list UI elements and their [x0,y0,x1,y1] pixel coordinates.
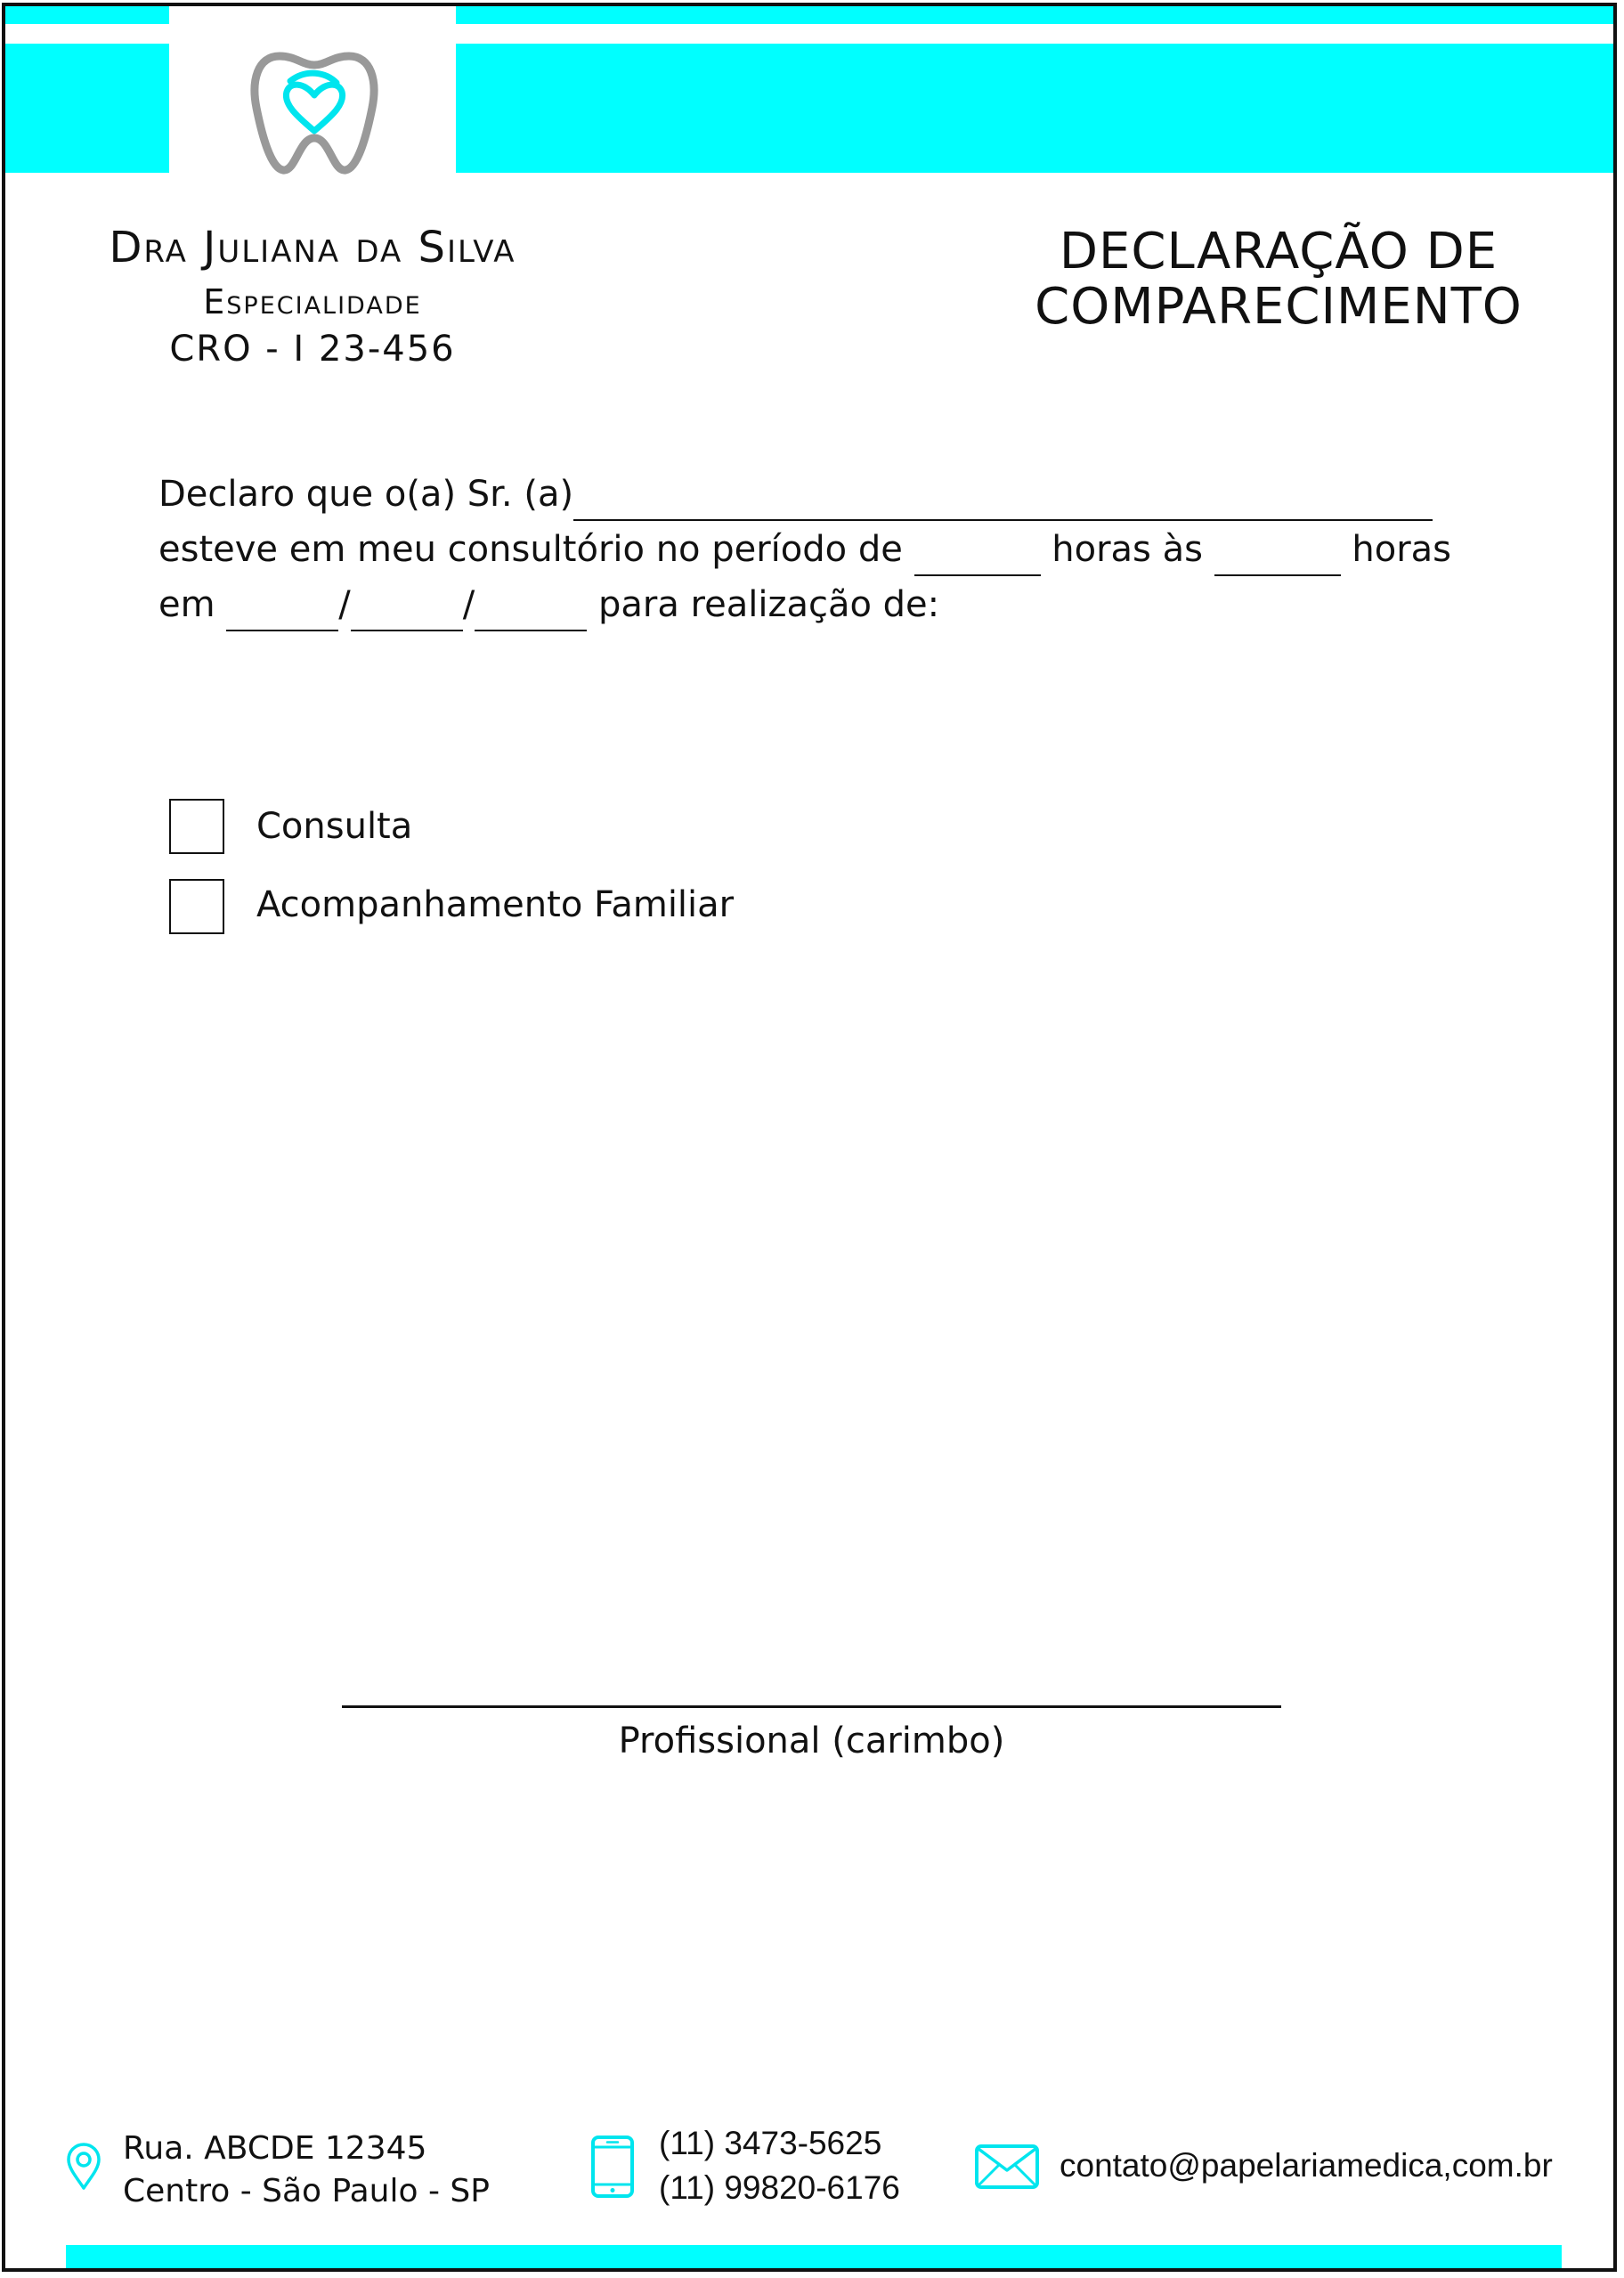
declaration-text-3b: para realização de: [587,584,940,625]
doctor-info [32,224,593,370]
phone-2[interactable]: (11) 99820-6176 [659,2169,900,2206]
document-title [1003,224,1555,335]
address-line-1: Rua. ABCDE 12345 [123,2130,427,2167]
consulta-checkbox[interactable] [169,799,224,854]
date-year-blank[interactable] [475,590,587,631]
signature-line[interactable] [342,1705,1281,1708]
tooth-heart-icon [244,45,385,179]
header-accent-bar-left-thin [5,6,169,24]
date-month-blank[interactable] [351,590,463,631]
acompanhamento-checkbox[interactable] [169,879,224,934]
declaration-line-1 [158,468,1467,521]
declaration-text-3a: em [158,584,227,625]
end-time-blank[interactable] [1214,535,1341,576]
consulta-label: Consulta [256,806,413,847]
doctor-name: Dra Juliana da Silva [109,223,516,273]
date-separator-2: / [462,584,475,625]
phone-1[interactable]: (11) 3473-5625 [659,2125,882,2161]
document-title-line2: COMPARECIMENTO [1035,278,1522,336]
declaration-line-2 [158,523,1467,576]
smartphone-icon [589,2135,636,2199]
declaration-text-2c: horas [1340,529,1452,570]
patient-name-blank[interactable] [573,480,1433,521]
doctor-cro: CRO - I 23-456 [169,328,456,370]
address-line-2: Centro - São Paulo - SP [123,2173,490,2209]
footer-phones [659,2121,900,2210]
doctor-specialty: Especialidade [203,281,422,321]
signature-label: Profissional (carimbo) [618,1721,1005,1761]
declaration-text-1: Declaro que o(a) Sr. (a) [158,474,574,515]
date-day-blank[interactable] [226,590,338,631]
acompanhamento-label: Acompanhamento Familiar [256,884,735,925]
header-accent-bar-left [5,44,169,173]
start-time-blank[interactable] [914,535,1041,576]
location-pin-icon [64,2142,103,2192]
footer-email[interactable]: contato@papelariamedica,com.br [1060,2147,1553,2184]
footer-accent-bar [66,2245,1562,2272]
envelope-icon [974,2144,1040,2190]
header-accent-bar-right-thin [456,6,1617,24]
footer-address [123,2127,490,2213]
declaration-text-2b: horas às [1040,529,1214,570]
document-title-line1: DECLARAÇÃO DE [1059,223,1498,281]
date-separator-1: / [338,584,351,625]
declaration-page [2,3,1617,2272]
declaration-line-3 [158,578,1467,631]
header-accent-bar-right [456,44,1617,173]
declaration-text-2a: esteve em meu consultório no período de [158,529,914,570]
